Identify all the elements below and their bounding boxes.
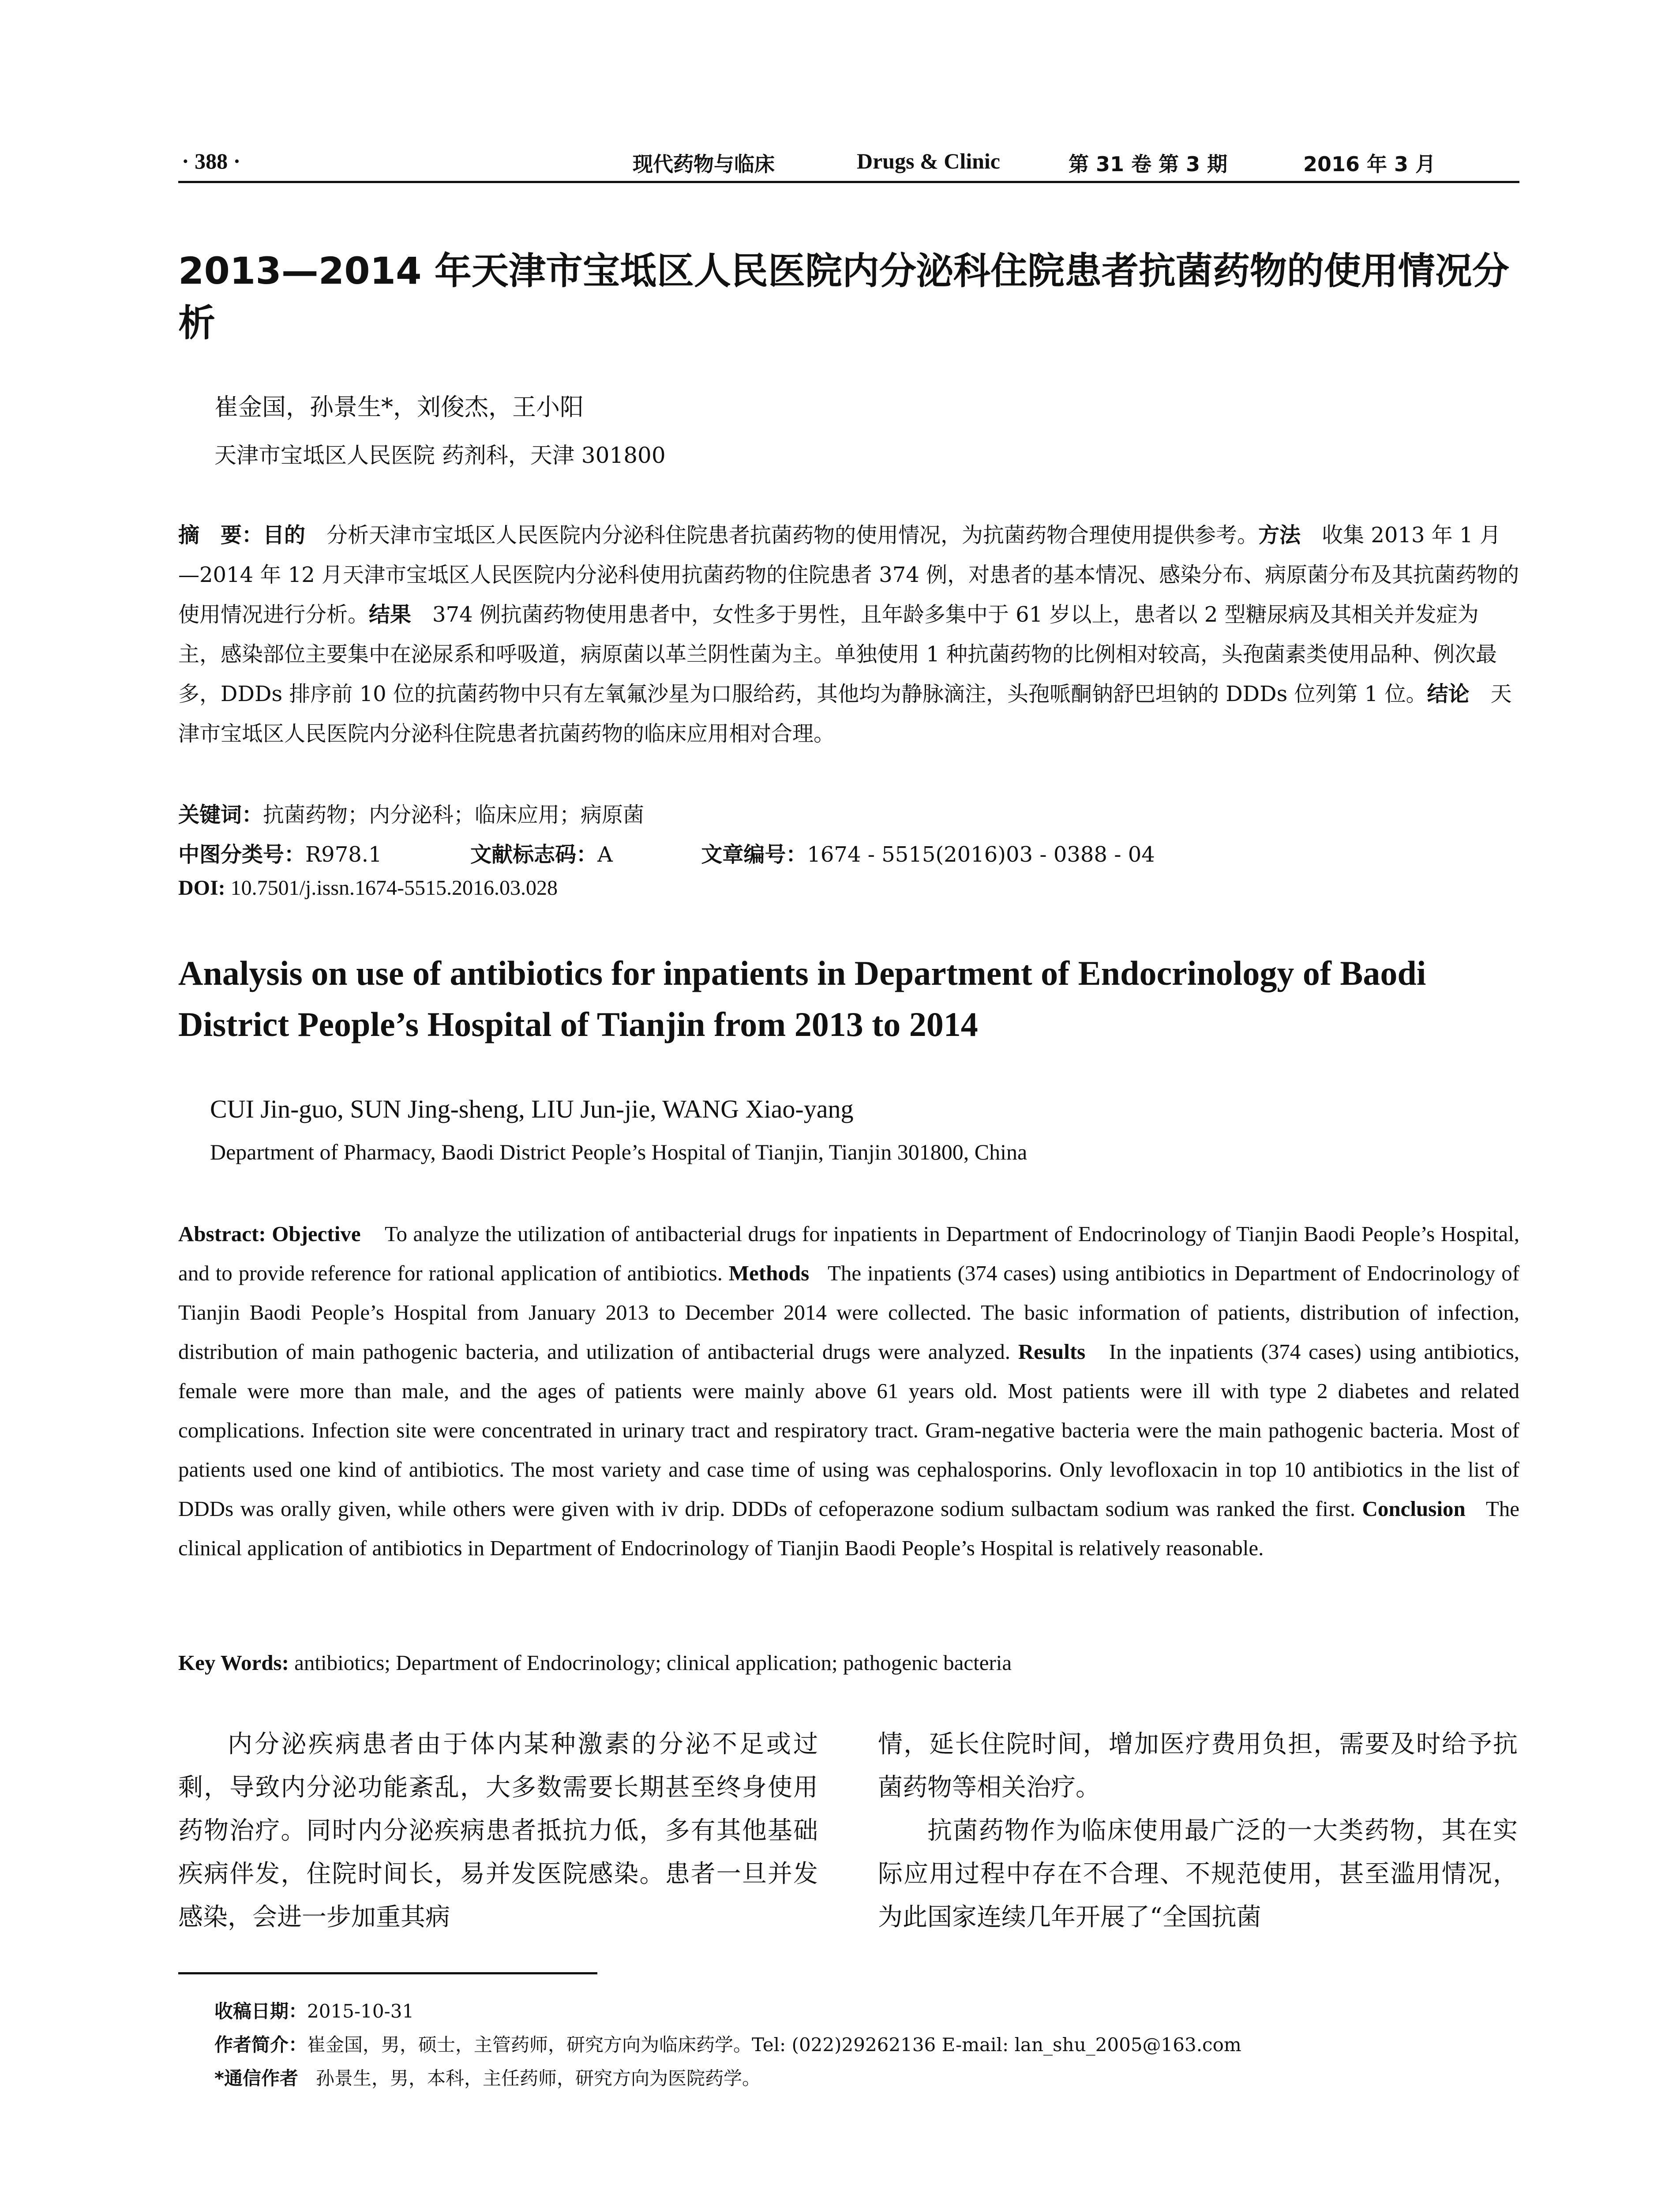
body-paragraph: 抗菌药物作为临床使用最广泛的一大类药物，其在实际应用过程中存在不合理、不规范使用，甚至滥用情况，为此国家连续几年开展了“全国抗菌 — [878, 1816, 1518, 1932]
keywords-label-en: Key Words: — [178, 1651, 289, 1675]
body-paragraph: 情，延长住院时间，增加医疗费用负担，需要及时给予抗菌药物等相关治疗。 — [878, 1730, 1518, 1802]
footnote-corresponding — [214, 2064, 761, 2090]
footnote-received — [214, 1997, 414, 2023]
keywords-cn — [178, 798, 644, 828]
issue-date: 2016 年 3 月 — [1303, 152, 1436, 176]
clc-value: R978.1 — [305, 842, 382, 867]
results-cn: 374 例抗菌药物使用患者中，女性多于男性，且年龄多集中于 61 岁以上，患者以 2 型糖尿病及其相关并发症为主，感染部位主要集中在泌尿系和呼吸道，病原菌以革兰阴性菌为主。单独使用 1 种抗菌药物的比例相对较高，头孢菌素类使用品种、例次最多，DDDs 排序前 10 位的抗菌药物中只有左氧氟沙星为口服给药，其他均为静脉滴注，头孢哌酮钠舒巴坦钠的 DDDs 位列第 1 位。 — [178, 602, 1497, 706]
methods-label-cn: 方法 — [1258, 523, 1301, 548]
objective-cn: 分析天津市宝坻区人民医院内分泌科住院患者抗菌药物的使用情况，为抗菌药物合理使用提供参考。 — [326, 523, 1259, 548]
abstract-cn — [178, 515, 1519, 754]
page-number: · 388 · — [182, 149, 241, 173]
doi-line — [178, 876, 558, 900]
authors-cn: 崔金国，孙景生*，刘俊杰，王小阳 — [214, 393, 584, 421]
conclusion-cn: 天津市宝坻区人民医院内分泌科住院患者抗菌药物的临床应用相对合理。 — [178, 682, 1512, 746]
classification-line — [178, 837, 1155, 868]
keywords-en — [178, 1650, 1012, 1675]
affiliation-en: Department of Pharmacy, Baodi District People’s Hospital of Tianjin, Tianjin 301800, China — [210, 1140, 1028, 1164]
keywords-text-en: antibiotics; Department of Endocrinology; clinical application; pathogenic bacteria — [294, 1651, 1012, 1675]
article-number-label: 文章编号： — [701, 842, 807, 867]
conclusion-label-cn: 结论 — [1427, 682, 1470, 706]
methods-en: The inpatients (374 cases) using antibiotics in Department of Endocrinology of Tianjin Baodi People’s Hospital from January 2013 to December 2014 were collected. The basic information of patients, distribution of infection, distribution of main pathogenic bacteria, and utilization of antibacterial drugs were analyzed. — [178, 1261, 1520, 1364]
results-label-cn: 结果 — [369, 602, 412, 627]
results-en: In the inpatients (374 cases) using antibiotics, female were more than male, and the ages of patients were mainly above 61 years old. Most patients were ill with type 2 diabetes and related complications. Infection site were concentrated in urinary tract and respiratory tract. Gram-negative bacteria were the main pathogenic bacteria. Most of patients used one kind of antibiotics. The most variety and case time of using was cephalosporins. Only levofloxacin in top 10 antibiotics in the list of DDDs was orally given, while others were given with iv drip. DDDs of cefoperazone sodium sulbactam sodium was ranked the first. — [178, 1339, 1519, 1521]
journal-name-en: Drugs & Clinic — [857, 149, 1000, 173]
conclusion-en: The clinical application of antibiotics in Department of Endocrinology of Tianjin Baodi People’s Hospital is relatively reasonable. — [178, 1497, 1520, 1560]
article-number-value: 1674 - 5515(2016)03 - 0388 - 04 — [807, 842, 1155, 867]
author-bio: 崔金国，男，硕士，主管药师，研究方向为临床药学。Tel: (022)29262136 E-mail: lan_shu_2005@163.com — [307, 2034, 1241, 2056]
author-bio-label: 作者简介： — [214, 2034, 308, 2056]
conclusion-label-en: Conclusion — [1362, 1497, 1466, 1521]
title-cn: 2013—2014 年天津市宝坻区人民医院内分泌科住院患者抗菌药物的使用情况分析 — [178, 249, 1509, 345]
results-label-en: Results — [1018, 1339, 1086, 1364]
clc-label: 中图分类号： — [178, 842, 306, 867]
received-date: 2015-10-31 — [307, 2000, 414, 2022]
corresponding-label: *通信作者 — [214, 2067, 298, 2089]
doc-code-label: 文献标志码： — [470, 842, 598, 867]
running-header — [178, 140, 1519, 183]
authors-en: CUI Jin-guo, SUN Jing-sheng, LIU Jun-jie, WANG Xiao-yang — [210, 1095, 854, 1123]
volume-issue: 第 31 卷 第 3 期 — [1069, 152, 1228, 176]
keywords-label-cn: 关键词： — [178, 803, 263, 827]
corresponding-author: 孙景生，男，本科，主任药师，研究方向为医院药学。 — [316, 2067, 761, 2089]
methods-cn: 收集 2013 年 1 月—2014 年 12 月天津市宝坻区人民医院内分泌科使用抗菌药物的住院患者 374 例，对患者的基本情况、感染分布、病原菌分布及其抗菌药物的使用情况进行分析。 — [178, 523, 1519, 627]
received-label: 收稿日期： — [214, 2000, 308, 2022]
doi-label: DOI: — [178, 876, 225, 900]
abstract-en — [178, 1214, 1519, 1568]
abstract-label-en: Abstract: Objective — [178, 1222, 361, 1246]
affiliation-cn: 天津市宝坻区人民医院 药剂科，天津 301800 — [214, 443, 666, 468]
methods-label-en: Methods — [728, 1261, 810, 1285]
abstract-label-cn: 摘 要： — [178, 523, 263, 548]
body-right-column — [878, 1723, 1518, 1939]
footnote-author — [214, 2030, 1241, 2057]
doi-value: 10.7501/j.issn.1674-5515.2016.03.028 — [230, 876, 558, 900]
body-left-column — [178, 1723, 818, 1939]
objective-en: To analyze the utilization of antibacterial drugs for inpatients in Department of Endocrinology of Tianjin Baodi People’s Hospital, and to provide reference for rational application of antibiotics. — [178, 1222, 1520, 1285]
objective-label-cn: 目的 — [263, 523, 306, 548]
keywords-text-cn: 抗菌药物；内分泌科；临床应用；病原菌 — [263, 803, 645, 827]
journal-name-cn: 现代药物与临床 — [633, 152, 775, 176]
footnote-rule — [178, 1972, 597, 1974]
doc-code-value: A — [597, 842, 613, 867]
body-paragraph: 内分泌疾病患者由于体内某种激素的分泌不足或过剩，导致内分泌功能紊乱，大多数需要长期甚至终身使用药物治疗。同时内分泌疾病患者抵抗力低，多有其他基础疾病伴发，住院时间长，易并发医院感染。患者一旦并发感染，会进一步加重其病 — [178, 1730, 818, 1932]
title-en: Analysis on use of antibiotics for inpatients in Department of Endocrinology of Baodi District People’s Hospital of Tianjin from 2013 to 2014 — [178, 954, 1426, 1043]
